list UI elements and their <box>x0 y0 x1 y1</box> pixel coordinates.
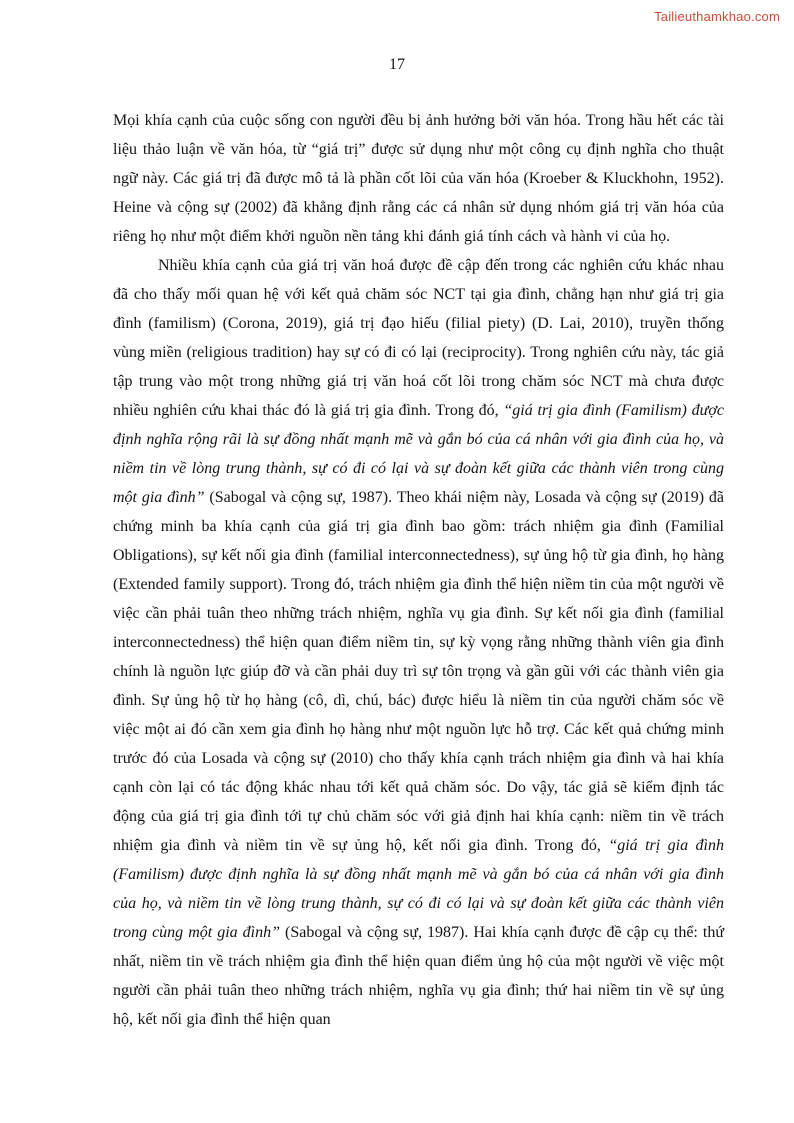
paragraph-segment: Mọi khía cạnh của cuộc sống con người đều bị ảnh hưởng bởi văn hóa. Trong hầu hết các tài liệu thảo luận về văn hóa, từ “giá trị” được sử dụng như một công cụ định nghĩa cho thuật ngữ này. Các giá trị đã được mô tả là phần cốt lõi của văn hóa (Kroeber & Kluckhohn, 1952). Heine và cộng sự (2002) đã khẳng định rằng các cá nhân sử dụng nhóm giá trị văn hóa của riêng họ như một điểm khởi nguồn nền tảng khi đánh giá tính cách và hành vi của họ. <box>113 112 724 245</box>
paragraph <box>113 251 724 1034</box>
document-body <box>0 74 794 1034</box>
paragraph-segment: Nhiều khía cạnh của giá trị văn hoá được đề cập đến trong các nghiên cứu khác nhau đã cho thấy mối quan hệ với kết quả chăm sóc NCT tại gia đình, chẳng hạn như giá trị gia đình (familism) (Corona, 2019), giá trị đạo hiếu (filial piety) (D. Lai, 2010), truyền thống vùng miền (religious tradition) hay sự có đi có lại (reciprocity). Trong nghiên cứu này, tác giả tập trung vào một trong những giá trị văn hoá cốt lõi trong chăm sóc NCT mà chưa được nhiều nghiên cứu khai thác đó là giá trị gia đình. Trong đó, <box>113 257 724 419</box>
paragraph-segment: (Sabogal và cộng sự, 1987). Hai khía cạnh được đề cập cụ thể: thứ nhất, niềm tin về trách nhiệm gia đình thể hiện quan điểm ủng hộ của một người về việc một người cần phải tuân theo những trách nhiệm, nghĩa vụ gia đình; thứ hai niềm tin về sự ủng hộ, kết nối gia đình thể hiện quan <box>113 924 725 1028</box>
paragraph-segment-italic: “giá trị gia đình (Familism) được định nghĩa rộng rãi là sự đồng nhất mạnh mẽ và gắn bó của cá nhân với gia đình của họ, và niềm tin về lòng trung thành, sự có đi có lại và sự đoàn kết giữa các thành viên trong cùng một gia đình” <box>113 402 724 506</box>
paragraph-segment-italic: “giá trị gia đình (Familism) được định nghĩa là sự đồng nhất mạnh mẽ và gắn bó của cá nhân với gia đình của họ, và niềm tin về lòng trung thành, sự có đi có lại và sự đoàn kết giữa các thành viên trong cùng một gia đình” <box>113 837 724 941</box>
page-number: 17 <box>389 56 405 73</box>
paragraph <box>113 106 724 251</box>
watermark: Tailieuthamkhao.com <box>654 9 780 24</box>
paragraph-segment: (Sabogal và cộng sự, 1987). Theo khái niệm này, Losada và cộng sự (2019) đã chứng minh ba khía cạnh của giá trị gia đình bao gồm: trách nhiệm gia đình (Familial Obligations), sự kết nối gia đình (familial interconnectedness), sự ủng hộ từ gia đình, họ hàng (Extended family support). Trong đó, trách nhiệm gia đình thể hiện niềm tin của một người về việc cần phải tuân theo những trách nhiệm, nghĩa vụ gia đình. Sự kết nối gia đình (familial interconnectedness) thể hiện quan điểm niềm tin, sự kỳ vọng rằng những thành viên gia đình chính là nguồn lực giúp đỡ và cần phải duy trì sự tôn trọng và gần gũi với các thành viên gia đình. Sự ủng hộ từ họ hàng (cô, dì, chú, bác) được hiểu là niềm tin của người chăm sóc về việc một ai đó cần xem gia đình họ hàng như một nguồn lực hỗ trợ. Các kết quả chứng minh trước đó của Losada và cộng sự (2010) cho thấy khía cạnh trách nhiệm gia đình và hai khía cạnh còn lại có tác động khác nhau tới kết quả chăm sóc. Do vậy, tác giả sẽ kiểm định tác động của giá trị gia đình tới tự chủ chăm sóc với giả định hai khía cạnh: niềm tin về trách nhiệm gia đình và niềm tin về sự ủng hộ, kết nối gia đình. Trong đó, <box>113 489 724 854</box>
